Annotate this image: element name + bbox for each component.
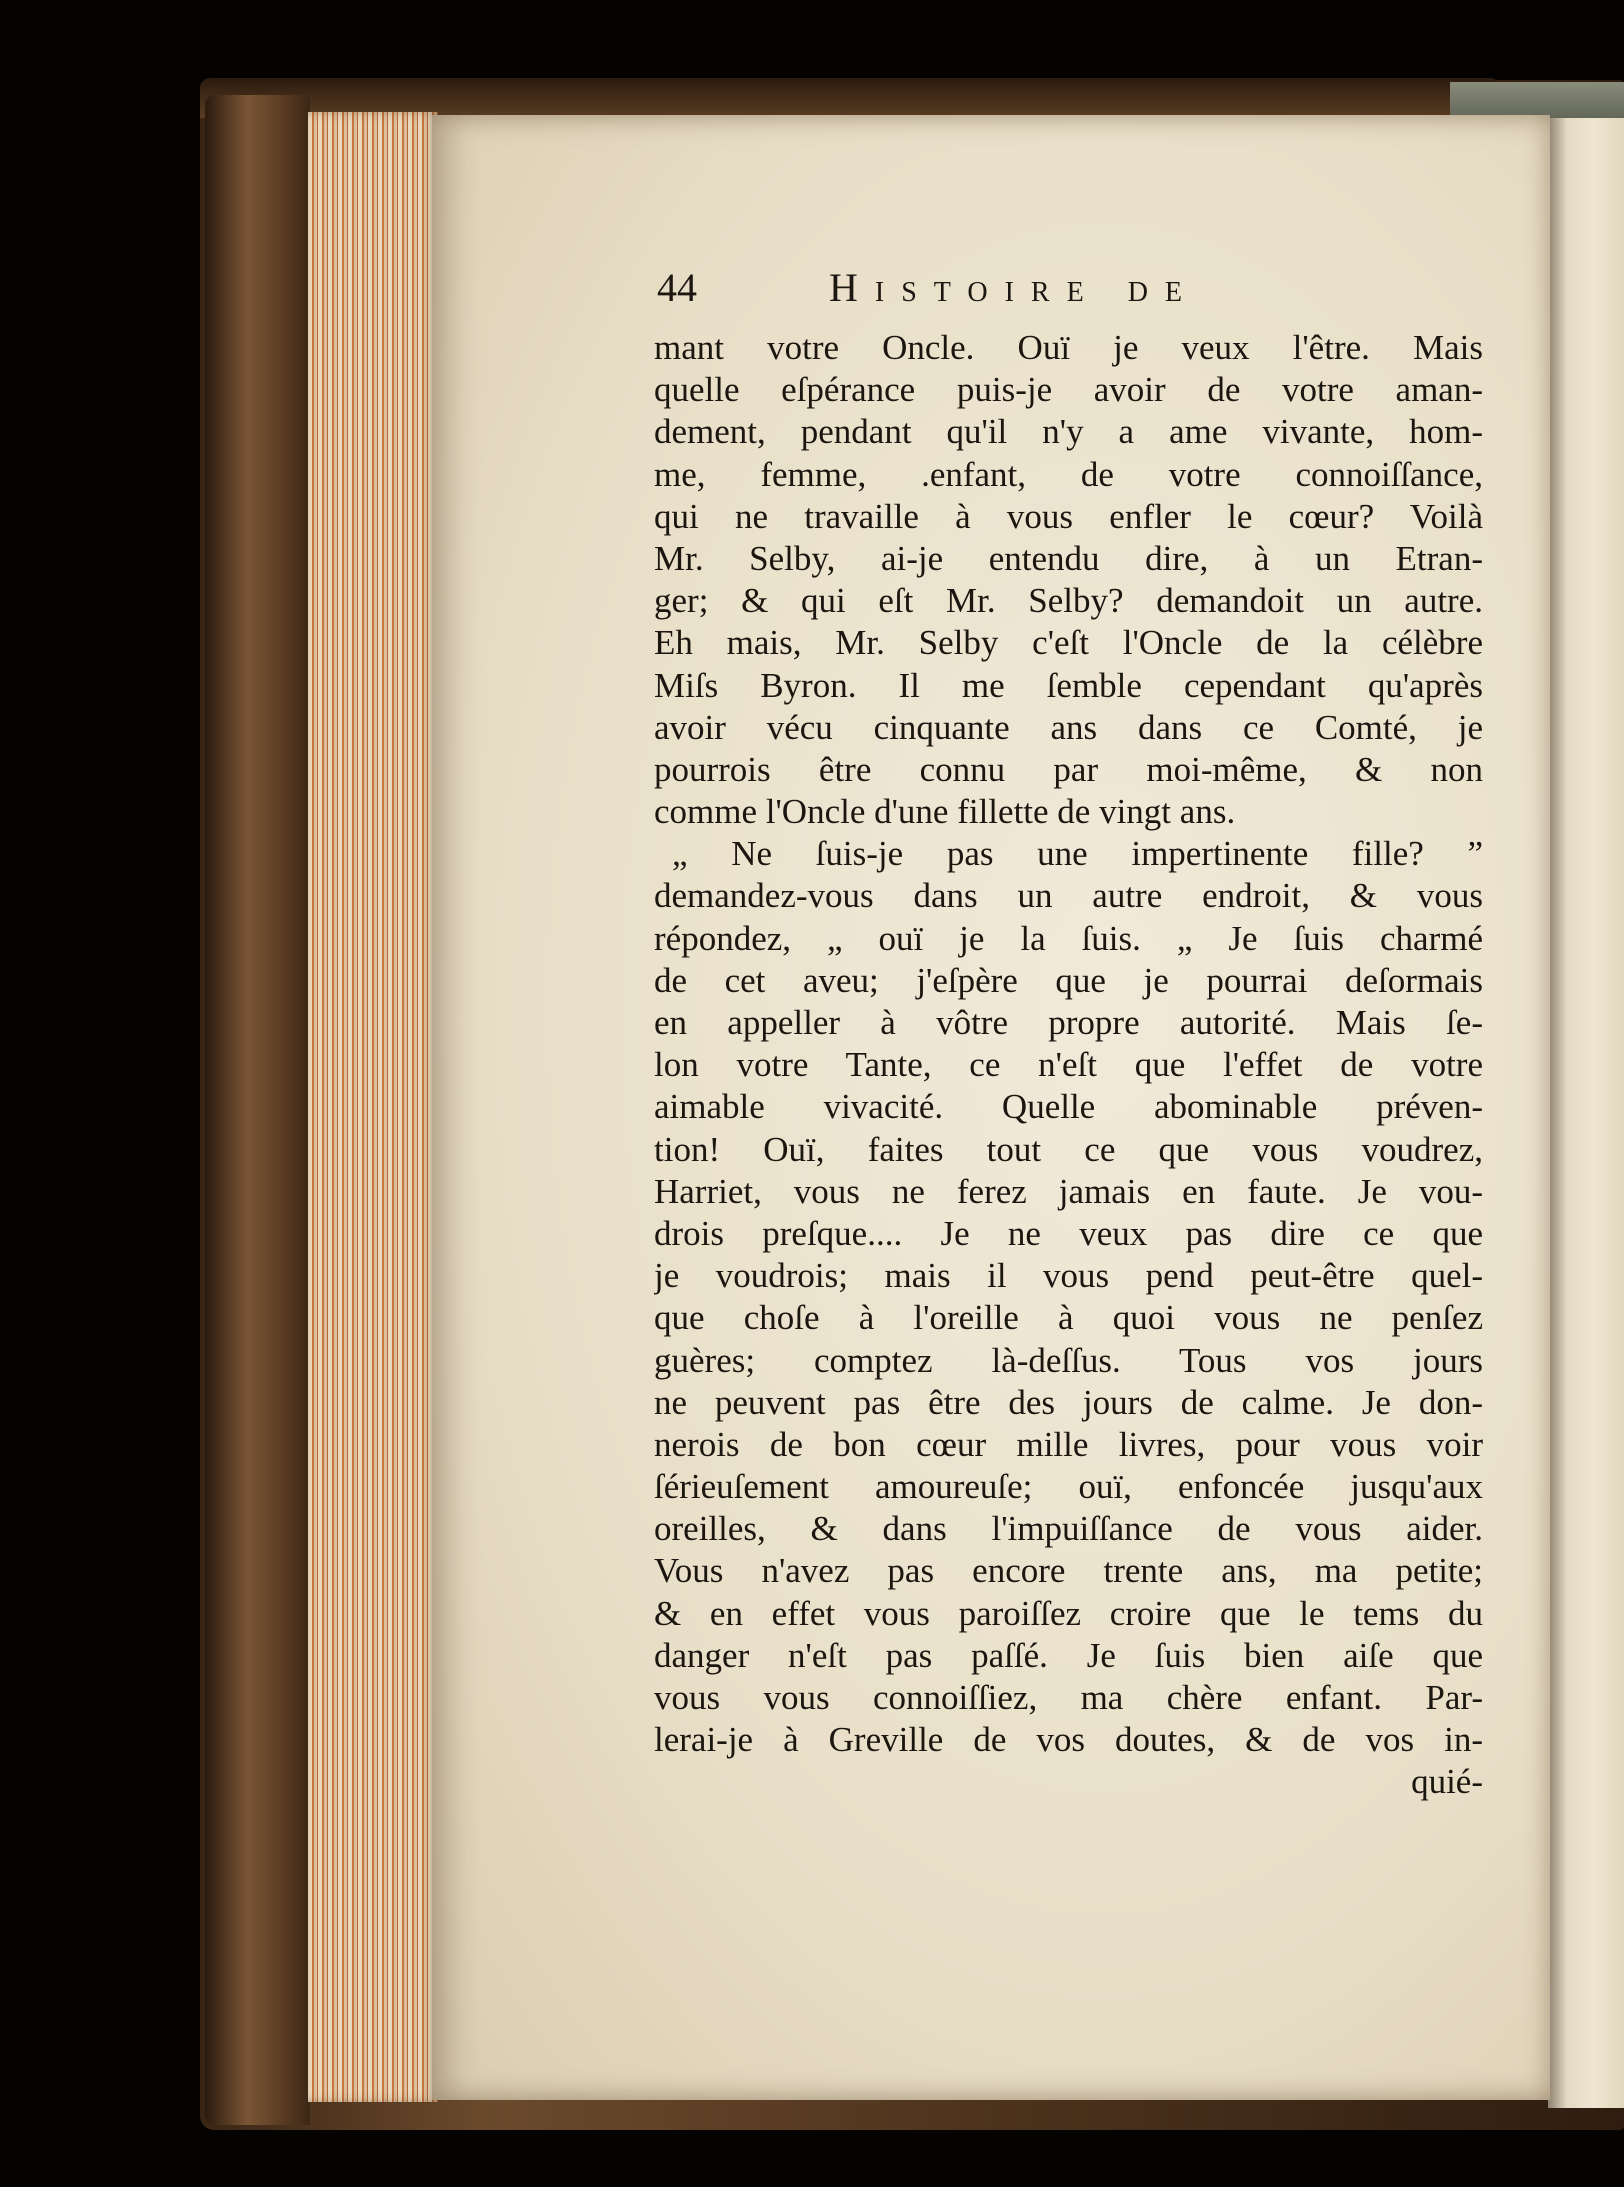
text-block (654, 327, 1483, 1804)
text-line: guères; comptez là-deſſus. Tous vos jours (654, 1340, 1483, 1380)
running-title: Histoire de (829, 265, 1200, 310)
text-line: pourrois être connu par moi-même, & non (654, 749, 1483, 789)
text-line: nerois de bon cœur mille livres, pour vous voir (654, 1424, 1483, 1464)
text-line: „ Ne ſuis-je pas une impertinente fille? ” (672, 834, 1483, 874)
running-head (657, 262, 1297, 322)
text-line: en appeller à vôtre propre autorité. Mais ſe- (654, 1003, 1483, 1042)
text-line: mant votre Oncle. Ouï je veux l'être. Mais (654, 328, 1483, 367)
text-line: Vous n'avez pas encore trente ans, ma petite; (654, 1551, 1483, 1591)
cover-spine (205, 95, 310, 2125)
text-line: lon votre Tante, ce n'eſt que l'effet de votre (654, 1045, 1483, 1085)
text-line: quelle eſpérance puis-je avoir de votre aman- (654, 370, 1483, 410)
text-line: Miſs Byron. Il me ſemble cependant qu'après (654, 665, 1483, 705)
text-line: répondez, „ ouï je la ſuis. „ Je ſuis charmé (654, 918, 1483, 958)
text-line: Eh mais, Mr. Selby c'eſt l'Oncle de la célèbre (654, 623, 1483, 663)
text-line: vous vous connoiſſiez, ma chère enfant. Par- (654, 1678, 1483, 1717)
page-edges (308, 112, 438, 2102)
catchword: quié- (1411, 1762, 1483, 1802)
text-line: aimable vivacité. Quelle abominable préven- (654, 1087, 1483, 1127)
text-line: Harriet, vous ne ferez jamais en faute. Je vou- (654, 1171, 1483, 1211)
text-line: Mr. Selby, ai-je entendu dire, à un Etran- (654, 538, 1483, 578)
text-line: que choſe à l'oreille à quoi vous ne penſez (654, 1298, 1483, 1338)
page-number: 44 (657, 265, 697, 310)
text-line: dement, pendant qu'il n'y a ame vivante, hom- (654, 412, 1483, 452)
text-line: lerai-je à Greville de vos doutes, & de vos in- (654, 1720, 1483, 1760)
text-line: ger; & qui eſt Mr. Selby? demandoit un autre. (654, 581, 1483, 621)
facing-page-edge (1548, 118, 1624, 2108)
text-line: drois preſque.... Je ne veux pas dire ce que (654, 1213, 1483, 1253)
text-line: me, femme, .enfant, de votre connoiſſance, (654, 454, 1483, 494)
text-line: tion! Ouï, faites tout ce que vous voudrez, (654, 1129, 1483, 1169)
text-line: comme l'Oncle d'une fillette de vingt ans. (654, 792, 1236, 832)
text-line: avoir vécu cinquante ans dans ce Comté, je (654, 707, 1483, 747)
text-line: danger n'eſt pas paſſé. Je ſuis bien aiſe que (654, 1635, 1483, 1675)
text-line: oreilles, & dans l'impuiſſance de vous aider. (654, 1509, 1483, 1549)
text-line: demandez-vous dans un autre endroit, & vous (654, 876, 1483, 916)
text-line: ſérieuſement amoureuſe; ouï, enfoncée jusqu'aux (654, 1467, 1483, 1507)
text-line: de cet aveu; j'eſpère que je pourrai deſormais (654, 960, 1483, 1000)
text-line: qui ne travaille à vous enfler le cœur? Voilà (654, 496, 1483, 536)
text-line: & en effet vous paroiſſez croire que le tems du (654, 1593, 1483, 1633)
text-line: ne peuvent pas être des jours de calme. Je don- (654, 1382, 1483, 1422)
text-line: je voudrois; mais il vous pend peut-être quel- (654, 1256, 1483, 1296)
